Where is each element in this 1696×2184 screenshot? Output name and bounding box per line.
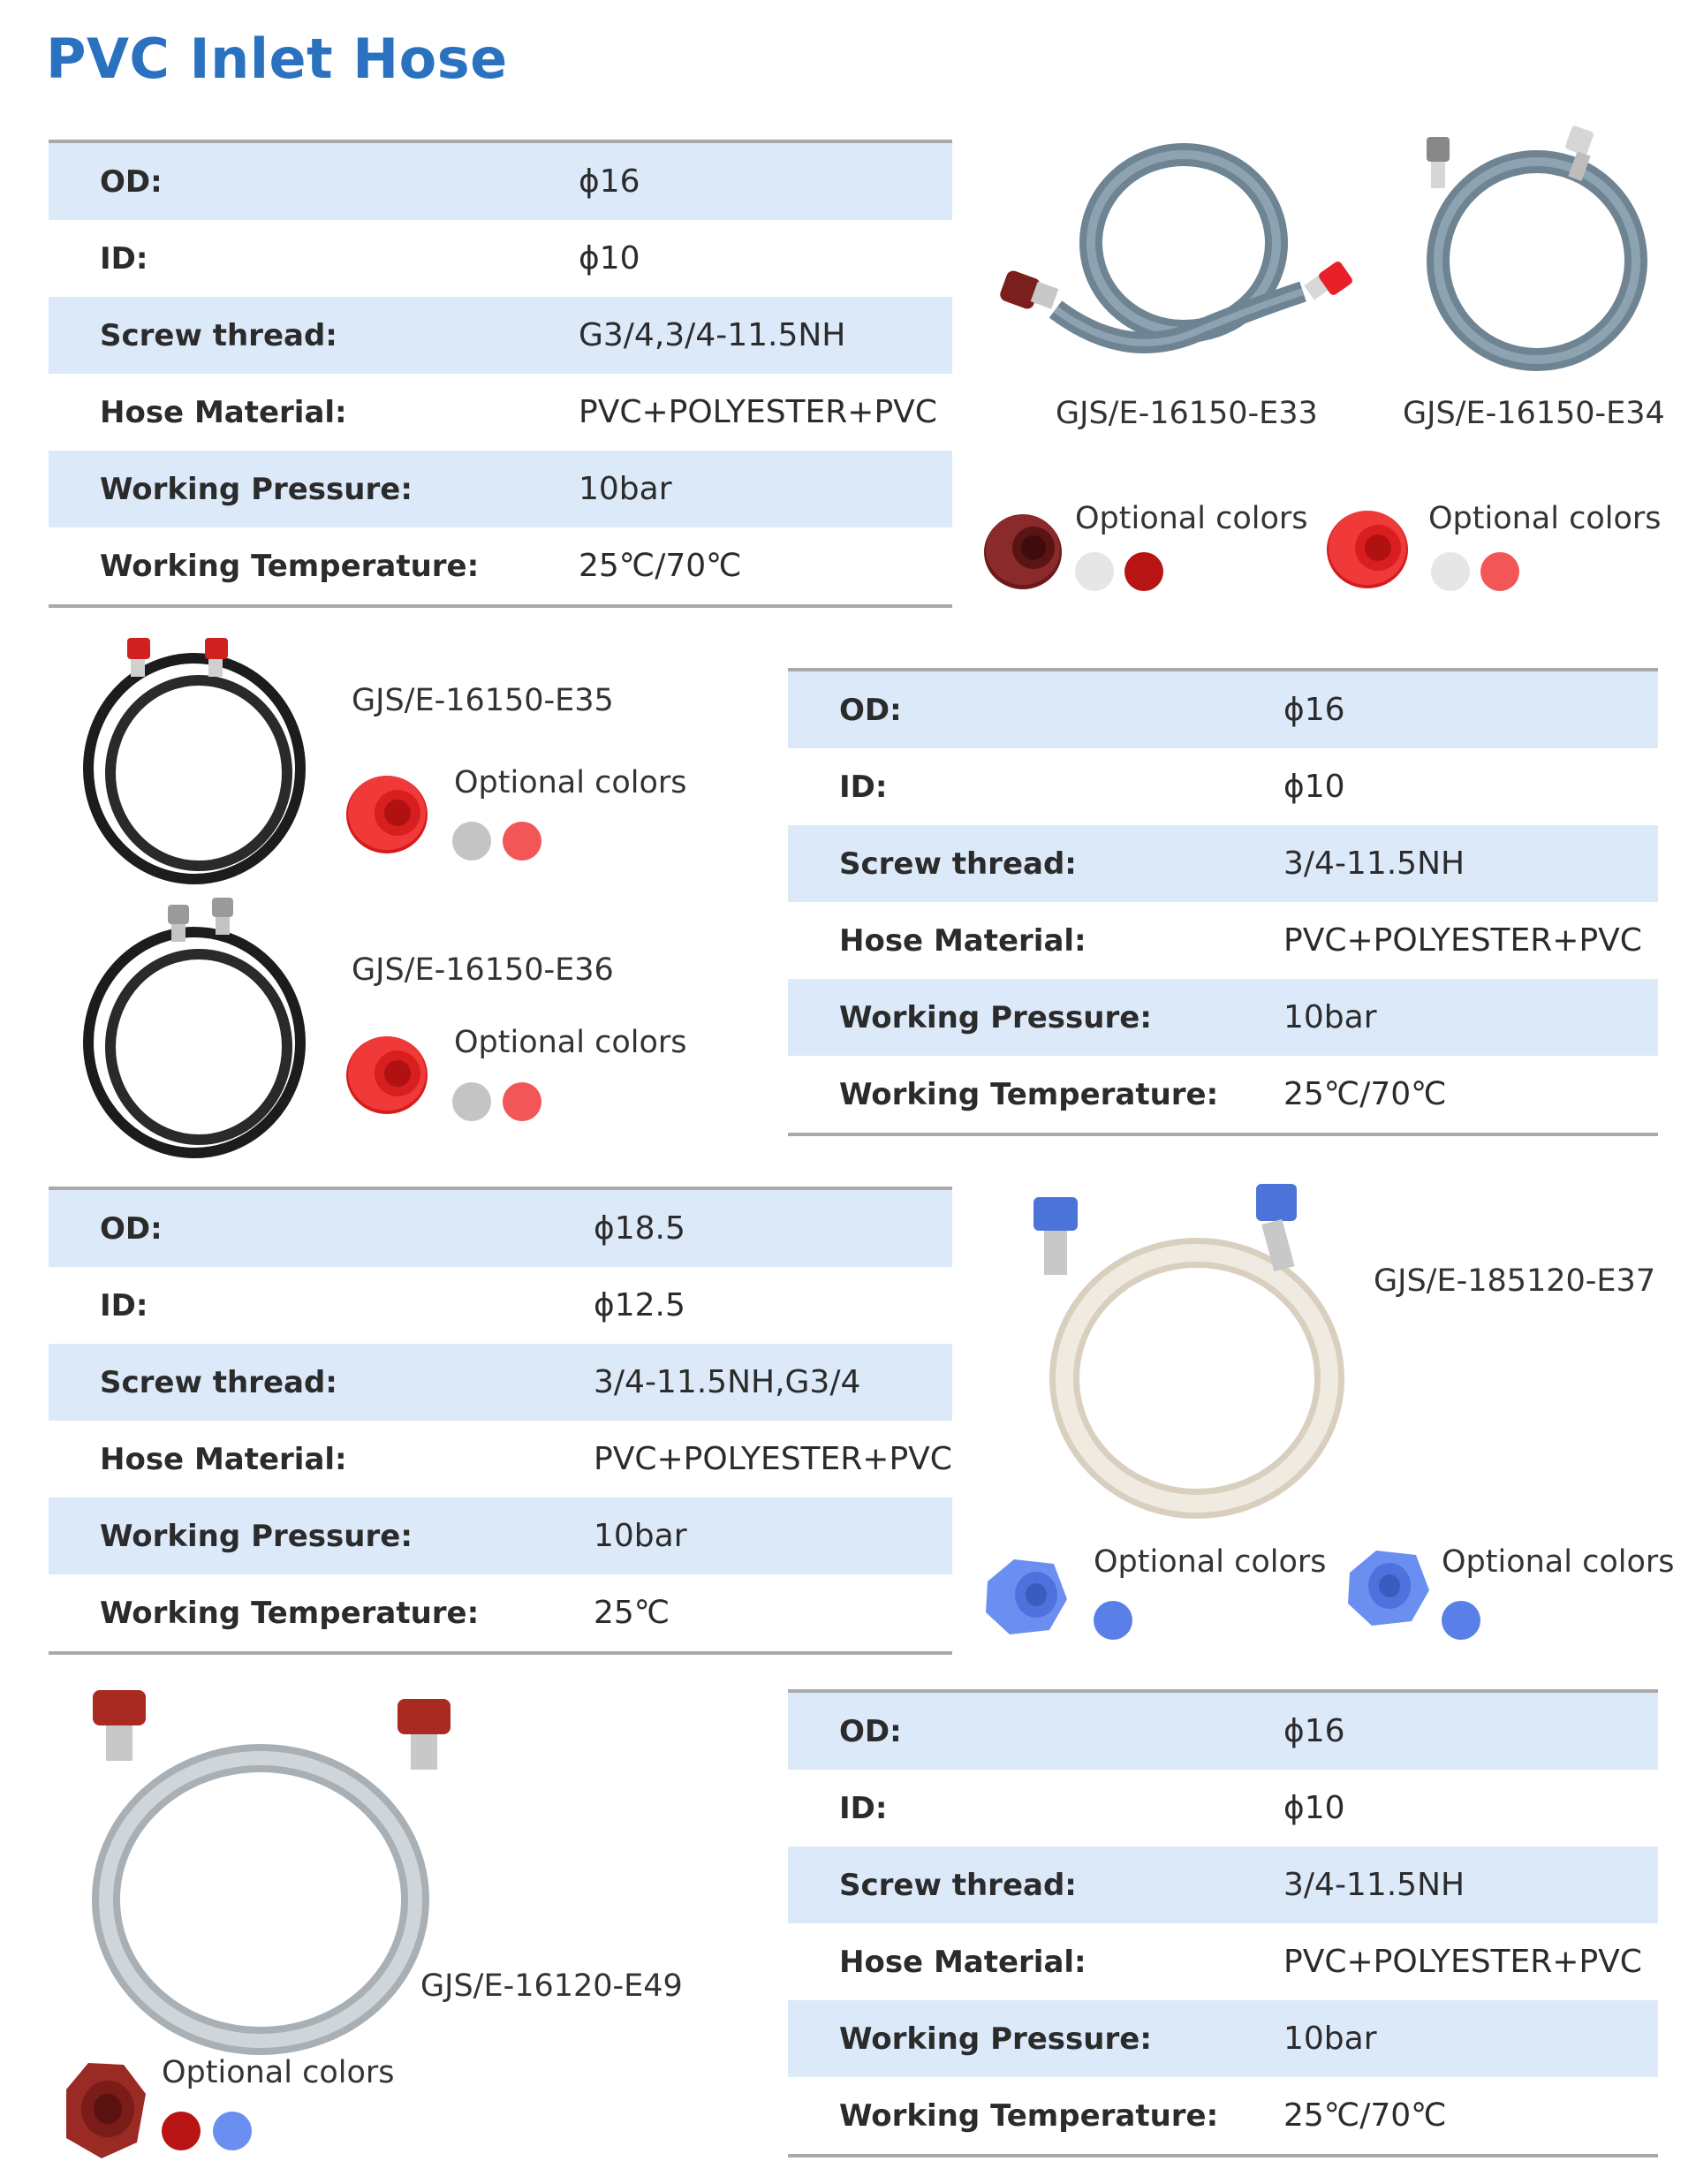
spec-value: G3/4,3/4-11.5NH: [579, 317, 846, 353]
spec-value: ϕ12.5: [594, 1287, 685, 1323]
spec-label: OD:: [100, 1210, 163, 1247]
spec-row-material: [788, 1923, 1658, 2000]
spec-value: PVC+POLYESTER+PVC: [594, 1441, 952, 1477]
spec-row-pressure: [788, 2000, 1658, 2077]
spec-value: 3/4-11.5NH: [1283, 1867, 1465, 1903]
cap-icon: [980, 504, 1065, 592]
color-swatch: [1124, 552, 1163, 591]
spec-label: Working Temperature:: [839, 2097, 1219, 2134]
spec-value: 10bar: [1283, 999, 1377, 1035]
spec-value: 10bar: [579, 471, 672, 507]
optional-colors-label: Optional colors: [454, 765, 687, 800]
spec-label: Screw thread:: [100, 317, 337, 353]
spec-value: PVC+POLYESTER+PVC: [1283, 1944, 1642, 1980]
spec-row-thread: [49, 1344, 952, 1421]
spec-label: Hose Material:: [839, 1944, 1086, 1980]
spec-row-temperature: [49, 527, 952, 604]
model-label: GJS/E-185120-E37: [1374, 1263, 1656, 1299]
spec-label: Working Temperature:: [839, 1076, 1219, 1112]
hose-e36-image: [71, 892, 318, 1166]
spec-label: Working Pressure:: [100, 471, 413, 507]
spec-label: ID:: [839, 1790, 888, 1826]
spec-row-pressure: [788, 979, 1658, 1056]
spec-label: Working Temperature:: [100, 548, 480, 584]
spec-label: Hose Material:: [100, 1441, 347, 1477]
nut-blue-icon: [979, 1546, 1076, 1643]
color-swatch: [213, 2112, 252, 2150]
cap-icon: [343, 769, 431, 857]
color-swatch: [503, 822, 541, 861]
spec-row-material: [49, 374, 952, 451]
hose-e35-image: [71, 627, 318, 892]
spec-value: 3/4-11.5NH,G3/4: [594, 1364, 861, 1400]
spec-value: 10bar: [1283, 2021, 1377, 2057]
model-label: GJS/E-16150-E35: [352, 683, 614, 718]
hose-e37-image: [1025, 1179, 1360, 1515]
spec-value: 25℃/70℃: [579, 548, 742, 584]
spec-row-od: [49, 143, 952, 220]
spec-label: Working Pressure:: [839, 2021, 1152, 2057]
spec-row-id: [49, 220, 952, 297]
spec-label: Working Temperature:: [100, 1595, 480, 1631]
spec-row-id: [788, 1770, 1658, 1847]
spec-label: Screw thread:: [839, 1867, 1077, 1903]
optional-colors-label: Optional colors: [1094, 1544, 1327, 1580]
page-title: PVC Inlet Hose: [46, 27, 508, 91]
model-label: GJS/E-16150-E34: [1403, 396, 1665, 431]
spec-table-3: [49, 1187, 952, 1655]
color-swatch: [452, 1082, 491, 1121]
spec-label: Screw thread:: [839, 846, 1077, 882]
spec-label: OD:: [839, 692, 902, 728]
spec-value: ϕ18.5: [594, 1210, 685, 1247]
model-label: GJS/E-16120-E49: [420, 1968, 683, 2004]
spec-row-temperature: [788, 2077, 1658, 2154]
optional-colors-label: Optional colors: [1428, 501, 1662, 536]
spec-value: 25℃: [594, 1595, 670, 1631]
hose-e49-image: [57, 1683, 473, 2054]
nut-blue-icon: [1341, 1537, 1438, 1634]
spec-label: Hose Material:: [100, 394, 347, 430]
optional-colors-label: Optional colors: [162, 2055, 395, 2090]
spec-value: PVC+POLYESTER+PVC: [579, 394, 937, 430]
spec-row-thread: [788, 825, 1658, 902]
spec-table-4: [788, 1689, 1658, 2157]
spec-label: ID:: [839, 769, 888, 805]
spec-value: ϕ16: [1283, 692, 1345, 728]
spec-label: Working Pressure:: [839, 999, 1152, 1035]
spec-value: ϕ16: [1283, 1713, 1345, 1749]
spec-table-2: [788, 668, 1658, 1136]
spec-row-id: [788, 748, 1658, 825]
spec-label: Hose Material:: [839, 922, 1086, 959]
optional-colors-label: Optional colors: [1075, 501, 1308, 536]
spec-row-pressure: [49, 451, 952, 527]
spec-row-od: [49, 1190, 952, 1267]
spec-row-od: [788, 671, 1658, 748]
color-swatch: [1442, 1601, 1480, 1640]
spec-row-material: [49, 1421, 952, 1498]
spec-value: ϕ10: [1283, 1790, 1345, 1826]
color-swatch: [1431, 552, 1470, 591]
cap-icon: [343, 1029, 431, 1118]
spec-row-thread: [788, 1847, 1658, 1923]
optional-colors-label: Optional colors: [1442, 1544, 1675, 1580]
spec-value: 25℃/70℃: [1283, 2097, 1447, 2134]
spec-label: ID:: [100, 1287, 148, 1323]
model-label: GJS/E-16150-E33: [1056, 396, 1318, 431]
optional-colors-label: Optional colors: [454, 1025, 687, 1060]
spec-row-material: [788, 902, 1658, 979]
spec-value: 25℃/70℃: [1283, 1076, 1447, 1112]
spec-label: Screw thread:: [100, 1364, 337, 1400]
model-label: GJS/E-16150-E36: [352, 952, 614, 988]
spec-table-1: [49, 140, 952, 608]
spec-label: OD:: [100, 163, 163, 200]
spec-row-temperature: [49, 1574, 952, 1651]
spec-row-temperature: [788, 1056, 1658, 1133]
spec-value: PVC+POLYESTER+PVC: [1283, 922, 1642, 959]
spec-row-pressure: [49, 1498, 952, 1574]
spec-value: ϕ10: [579, 240, 640, 277]
spec-label: Working Pressure:: [100, 1518, 413, 1554]
spec-row-od: [788, 1693, 1658, 1770]
color-swatch: [503, 1082, 541, 1121]
spec-value: 10bar: [594, 1518, 687, 1554]
spec-label: OD:: [839, 1713, 902, 1749]
spec-value: ϕ16: [579, 163, 640, 200]
spec-row-id: [49, 1267, 952, 1344]
spec-row-thread: [49, 297, 952, 374]
hose-e34-image: [1409, 128, 1656, 380]
color-swatch: [1075, 552, 1114, 591]
spec-label: ID:: [100, 240, 148, 277]
color-swatch: [162, 2112, 201, 2150]
hose-e33-image: [994, 133, 1374, 380]
color-swatch: [1480, 552, 1519, 591]
color-swatch: [452, 822, 491, 861]
cap-icon: [53, 2054, 150, 2160]
spec-value: 3/4-11.5NH: [1283, 846, 1465, 882]
color-swatch: [1094, 1601, 1132, 1640]
cap-icon: [1323, 504, 1412, 592]
spec-value: ϕ10: [1283, 769, 1345, 805]
